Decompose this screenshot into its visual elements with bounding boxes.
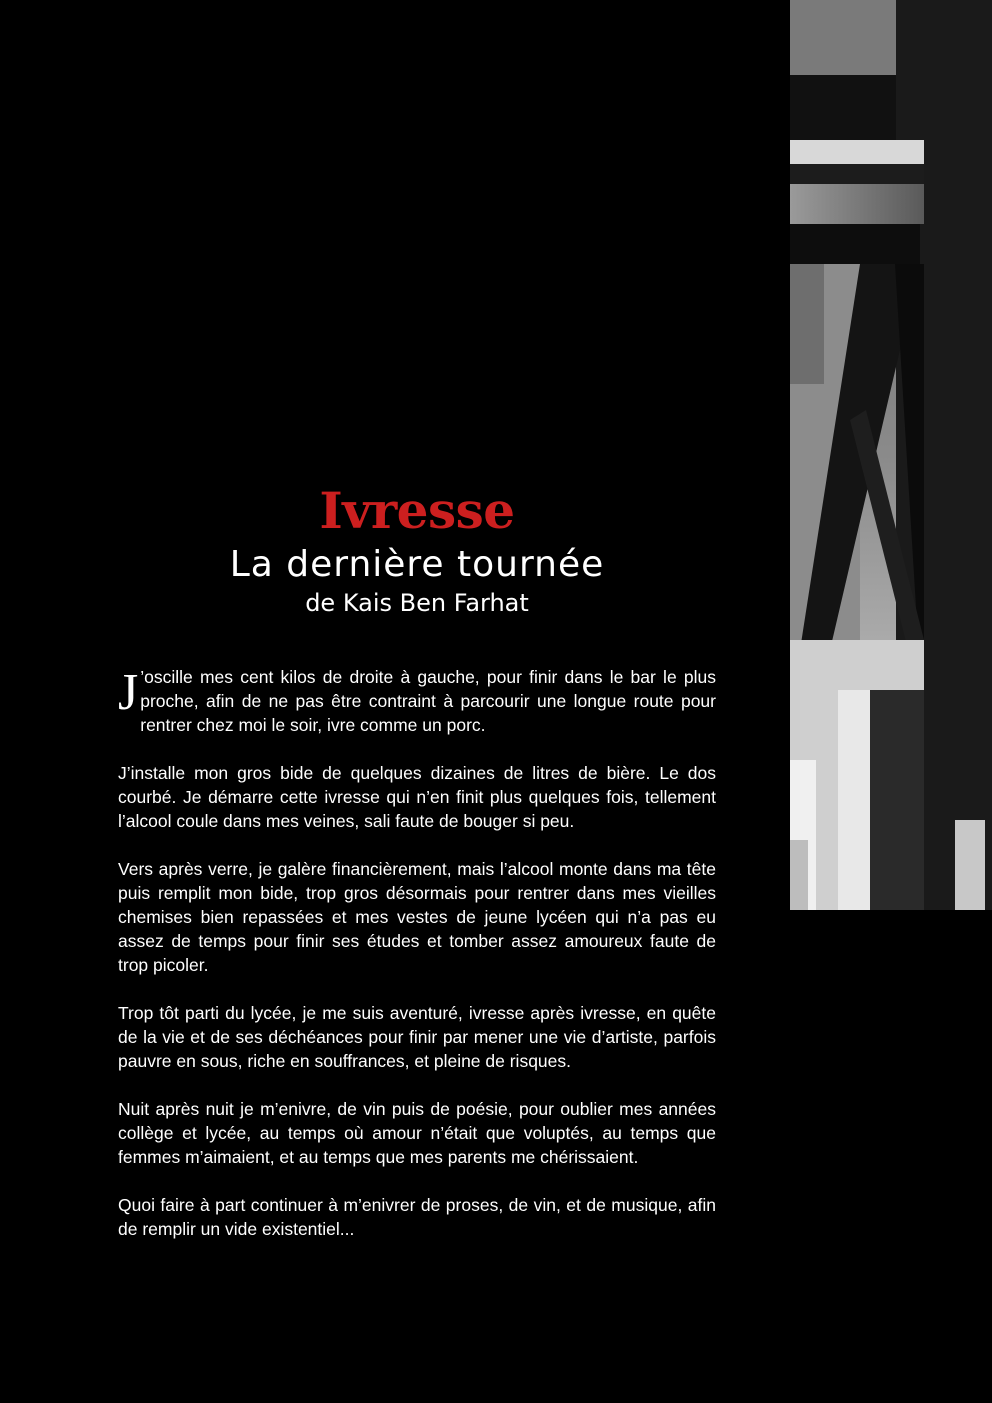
paragraph-1-text: ’oscille mes cent kilos de droite à gauche, pour finir dans le bar le plus proche, afin de ne pas être contraint à parcourir une longue route pour rentrer chez moi le soir, ivre comme un porc. [140, 667, 716, 735]
drop-cap: J [118, 664, 139, 721]
paragraph-1 [118, 665, 716, 737]
paragraph-3: Vers après verre, je galère financièrement, mais l’alcool monte dans ma tête puis remplit mon bide, trop gros désormais pour rentrer dans mes vieilles chemises bien repassées et mes vestes de jeune lycéen qui n’a pas eu assez de temps pour finir ses études et tomber assez amoureux faute de trop picoler. [118, 859, 716, 975]
paragraph-5: Nuit après nuit je m’enivre, de vin puis de poésie, pour oublier mes années collège et lycée, au temps où amour n’était que voluptés, au temps que femmes m’aimaient, et au temps que mes parents me chérissaient. [118, 1099, 716, 1167]
story-subtitle: La dernière tournée [229, 544, 605, 585]
paragraph-6: Quoi faire à part continuer à m’enivrer de proses, de vin, et de musique, afin de remplir un vide existentiel... [118, 1195, 716, 1239]
paragraph-2: J’installe mon gros bide de quelques dizaines de litres de bière. Le dos courbé. Je démarre cette ivresse qui n’en finit plus quelques fois, tellement l’alcool coule dans mes veines, sali faute de bouger si peu. [118, 763, 716, 831]
story-author: de Kais Ben Farhat [305, 589, 529, 617]
title-block [118, 480, 716, 618]
story-body [118, 665, 716, 1265]
paragraph-4: Trop tôt parti du lycée, je me suis aventuré, ivresse après ivresse, en quête de la vie et de ses déchéances pour finir par mener une vie d’artiste, parfois pauvre en sous, riche en souffrances, et pleine de risques. [118, 1003, 716, 1071]
bar-photo [790, 0, 992, 910]
story-title: Ivresse [319, 481, 515, 540]
